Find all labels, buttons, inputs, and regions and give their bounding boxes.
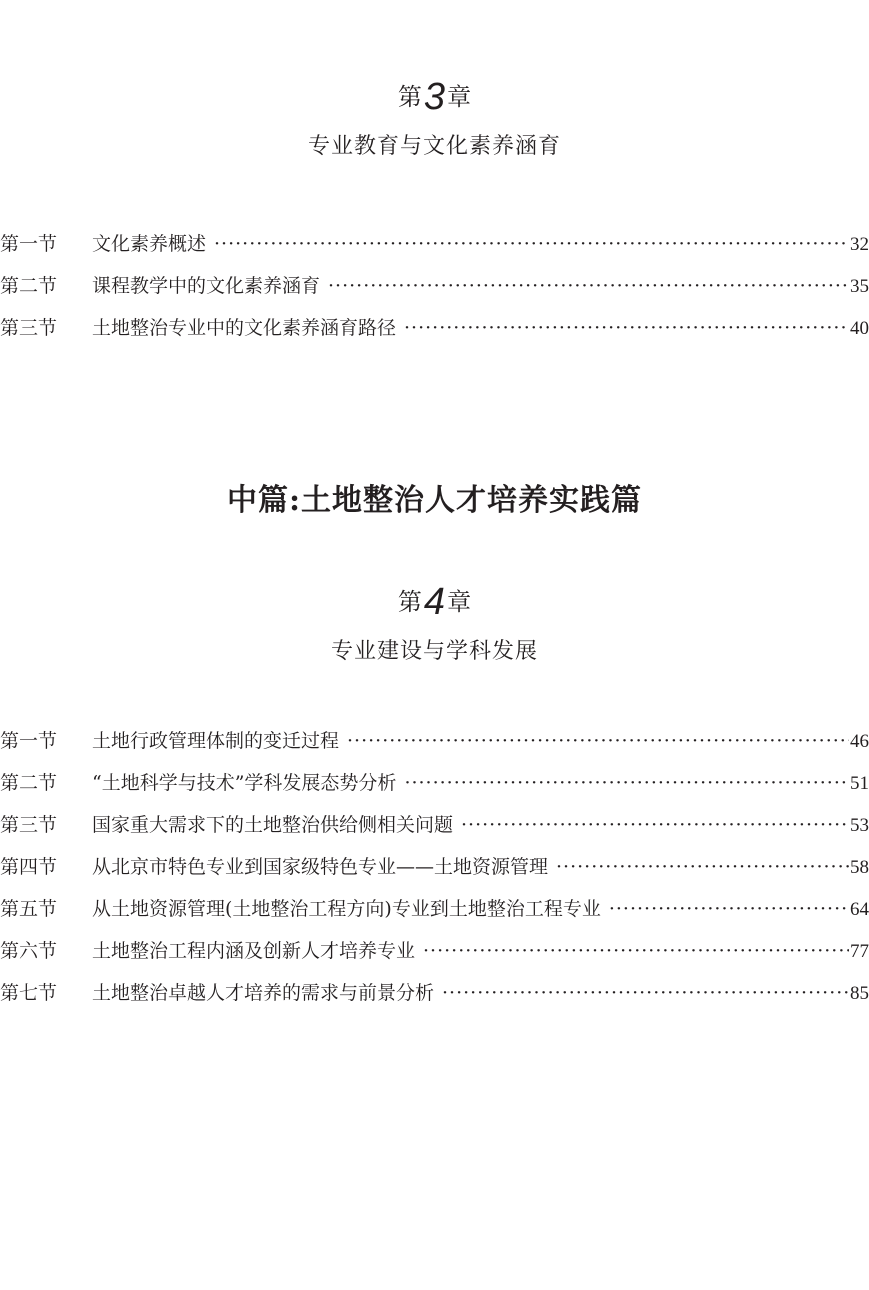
toc-dot-leader [404, 307, 849, 349]
toc-section-number: 第五节 [0, 898, 58, 920]
toc-entry-title: 文化素养概述 [92, 233, 207, 255]
toc-entry[interactable] [0, 265, 869, 307]
toc-entry[interactable] [0, 307, 869, 349]
chapter-3-number: 3 [423, 76, 446, 118]
toc-dot-leader [609, 888, 849, 930]
toc-page-number: 85 [850, 983, 869, 1004]
toc-page-number: 51 [850, 773, 869, 794]
toc-page-number: 53 [850, 815, 869, 836]
toc-entry-title: 课程教学中的文化素养涵育 [92, 275, 321, 297]
toc-entry[interactable] [0, 930, 869, 972]
toc-dot-leader [423, 930, 849, 972]
toc-dot-leader [404, 762, 849, 804]
toc-entry[interactable] [0, 846, 869, 888]
toc-page-number: 32 [850, 234, 869, 255]
toc-page-number: 58 [850, 857, 869, 878]
toc-entry-title: 土地整治工程内涵及创新人才培养专业 [92, 940, 416, 962]
chapter-3-number-line [0, 76, 869, 118]
toc-entry[interactable] [0, 720, 869, 762]
toc-entry-title: “土地科学与技术”学科发展态势分析 [92, 772, 397, 794]
toc-entry-title: 国家重大需求下的土地整治供给侧相关问题 [92, 814, 454, 836]
toc-entry-title: 土地整治专业中的文化素养涵育路径 [92, 317, 397, 339]
chapter-3-heading [0, 76, 869, 162]
chapter-4-heading [0, 581, 869, 667]
toc-page-number: 40 [850, 318, 869, 339]
chapter-4-number-line [0, 581, 869, 623]
toc-entry-title: 从北京市特色专业到国家级特色专业——土地资源管理 [92, 856, 549, 878]
toc-section-number: 第七节 [0, 982, 58, 1004]
chapter-4-number: 4 [423, 581, 446, 623]
chapter-4-title: 专业建设与学科发展 [330, 639, 538, 664]
toc-section-number: 第四节 [0, 856, 58, 878]
toc-section-number: 第三节 [0, 814, 58, 836]
toc-section-number: 第一节 [0, 233, 58, 255]
toc-section-number: 第一节 [0, 730, 58, 752]
toc-dot-leader [328, 265, 849, 307]
toc-section-number: 第六节 [0, 940, 58, 962]
toc-entry[interactable] [0, 223, 869, 265]
toc-entry[interactable] [0, 972, 869, 1014]
toc-page-number: 77 [850, 941, 869, 962]
toc-entry-title: 土地整治卓越人才培养的需求与前景分析 [92, 982, 435, 1004]
chapter-4-prefix: 第 [397, 588, 422, 616]
chapter-3-title: 专业教育与文化素养涵育 [307, 134, 561, 159]
chapter-3-prefix: 第 [397, 83, 422, 111]
chapter-3-toc [0, 223, 869, 349]
toc-page-number: 64 [850, 899, 869, 920]
toc-section-number: 第二节 [0, 772, 58, 794]
toc-section-number: 第二节 [0, 275, 58, 297]
toc-entry-title: 从土地资源管理(土地整治工程方向)专业到土地整治工程专业 [92, 898, 601, 920]
part-title: 中篇:土地整治人才培养实践篇 [226, 483, 643, 518]
toc-page-number: 46 [850, 731, 869, 752]
toc-entry[interactable] [0, 762, 869, 804]
toc-dot-leader [556, 846, 849, 888]
toc-page-number: 35 [850, 276, 869, 297]
chapter-3-suffix: 章 [447, 83, 472, 111]
toc-dot-leader [442, 972, 849, 1014]
chapter-4-suffix: 章 [447, 588, 472, 616]
toc-entry-title: 土地行政管理体制的变迁过程 [92, 730, 340, 752]
toc-section-number: 第三节 [0, 317, 58, 339]
chapter-4-toc [0, 720, 869, 1014]
toc-dot-leader [347, 720, 849, 762]
toc-dot-leader [214, 223, 849, 265]
toc-dot-leader [461, 804, 849, 846]
toc-entry[interactable] [0, 804, 869, 846]
toc-entry[interactable] [0, 888, 869, 930]
